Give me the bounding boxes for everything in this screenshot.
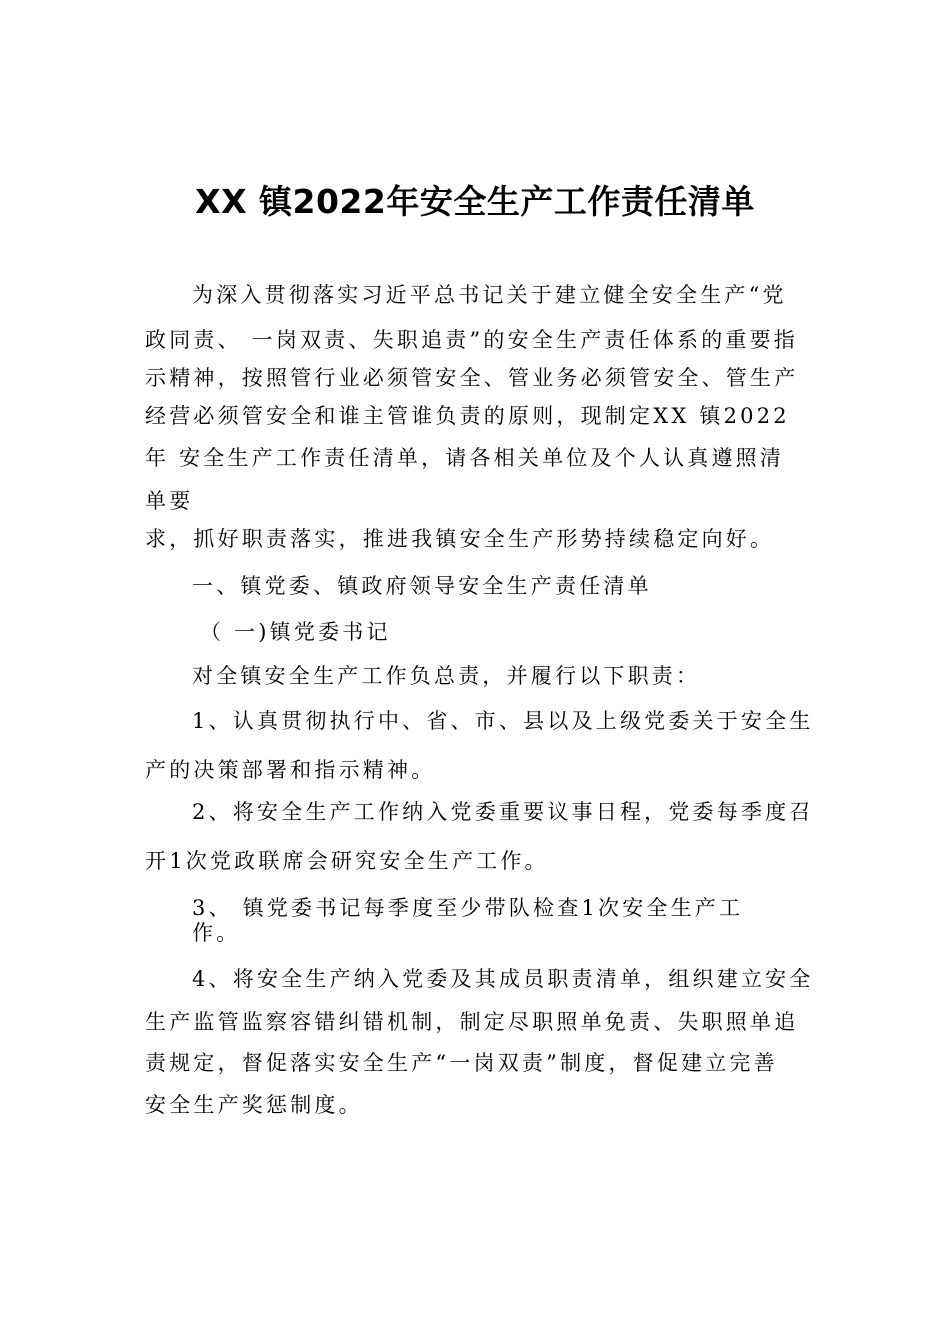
item-line: 责规定，督促落实安全生产“一岗双责”制度，督促建立完善 xyxy=(145,1051,778,1075)
item-line: 2、将安全生产工作纳入党委重要议事日程，党委每季度召 xyxy=(192,800,814,824)
section-lead: 对全镇安全生产工作负总责，并履行以下职责： xyxy=(192,664,701,688)
item-line: 产的决策部署和指示精神。 xyxy=(145,758,436,782)
section-subheading: （ 一)镇党委书记 xyxy=(200,620,391,644)
intro-line: 政同责、 一岗双责、失职追责”的安全生产责任体系的重要指 xyxy=(145,328,799,352)
intro-line: 求，抓好职责落实，推进我镇安全生产形势持续稳定向好。 xyxy=(145,527,775,551)
item-line: 3、 镇党委书记每季度至少带队检查1次安全生产工 xyxy=(192,896,744,920)
document-title: XX 镇2022年安全生产工作责任清单 xyxy=(195,182,755,221)
intro-line: 单要 xyxy=(145,489,194,513)
intro-line: 年 安全生产工作责任清单，请各相关单位及个人认真遵照清 xyxy=(145,446,785,470)
intro-line: 为深入贯彻落实习近平总书记关于建立健全安全生产“党 xyxy=(192,283,787,307)
item-line: 作。 xyxy=(192,921,241,945)
item-line: 生产监管监察容错纠错机制，制定尽职照单免责、失职照单追 xyxy=(145,1010,799,1034)
item-line: 开1次党政联席会研究安全生产工作。 xyxy=(145,849,549,873)
intro-line: 示精神，按照管行业必须管安全、管业务必须管安全、管生产 xyxy=(145,366,799,390)
item-line: 4、将安全生产纳入党委及其成员职责清单，组织建立安全 xyxy=(192,967,814,991)
section-heading: 一、镇党委、镇政府领导安全生产责任清单 xyxy=(192,574,652,598)
item-line: 1、认真贯彻执行中、省、市、县以及上级党委关于安全生 xyxy=(192,709,814,733)
intro-line: 经营必须管安全和谁主管谁负责的原则，现制定XX 镇2022 xyxy=(145,404,790,428)
item-line: 安全生产奖惩制度。 xyxy=(145,1093,363,1117)
